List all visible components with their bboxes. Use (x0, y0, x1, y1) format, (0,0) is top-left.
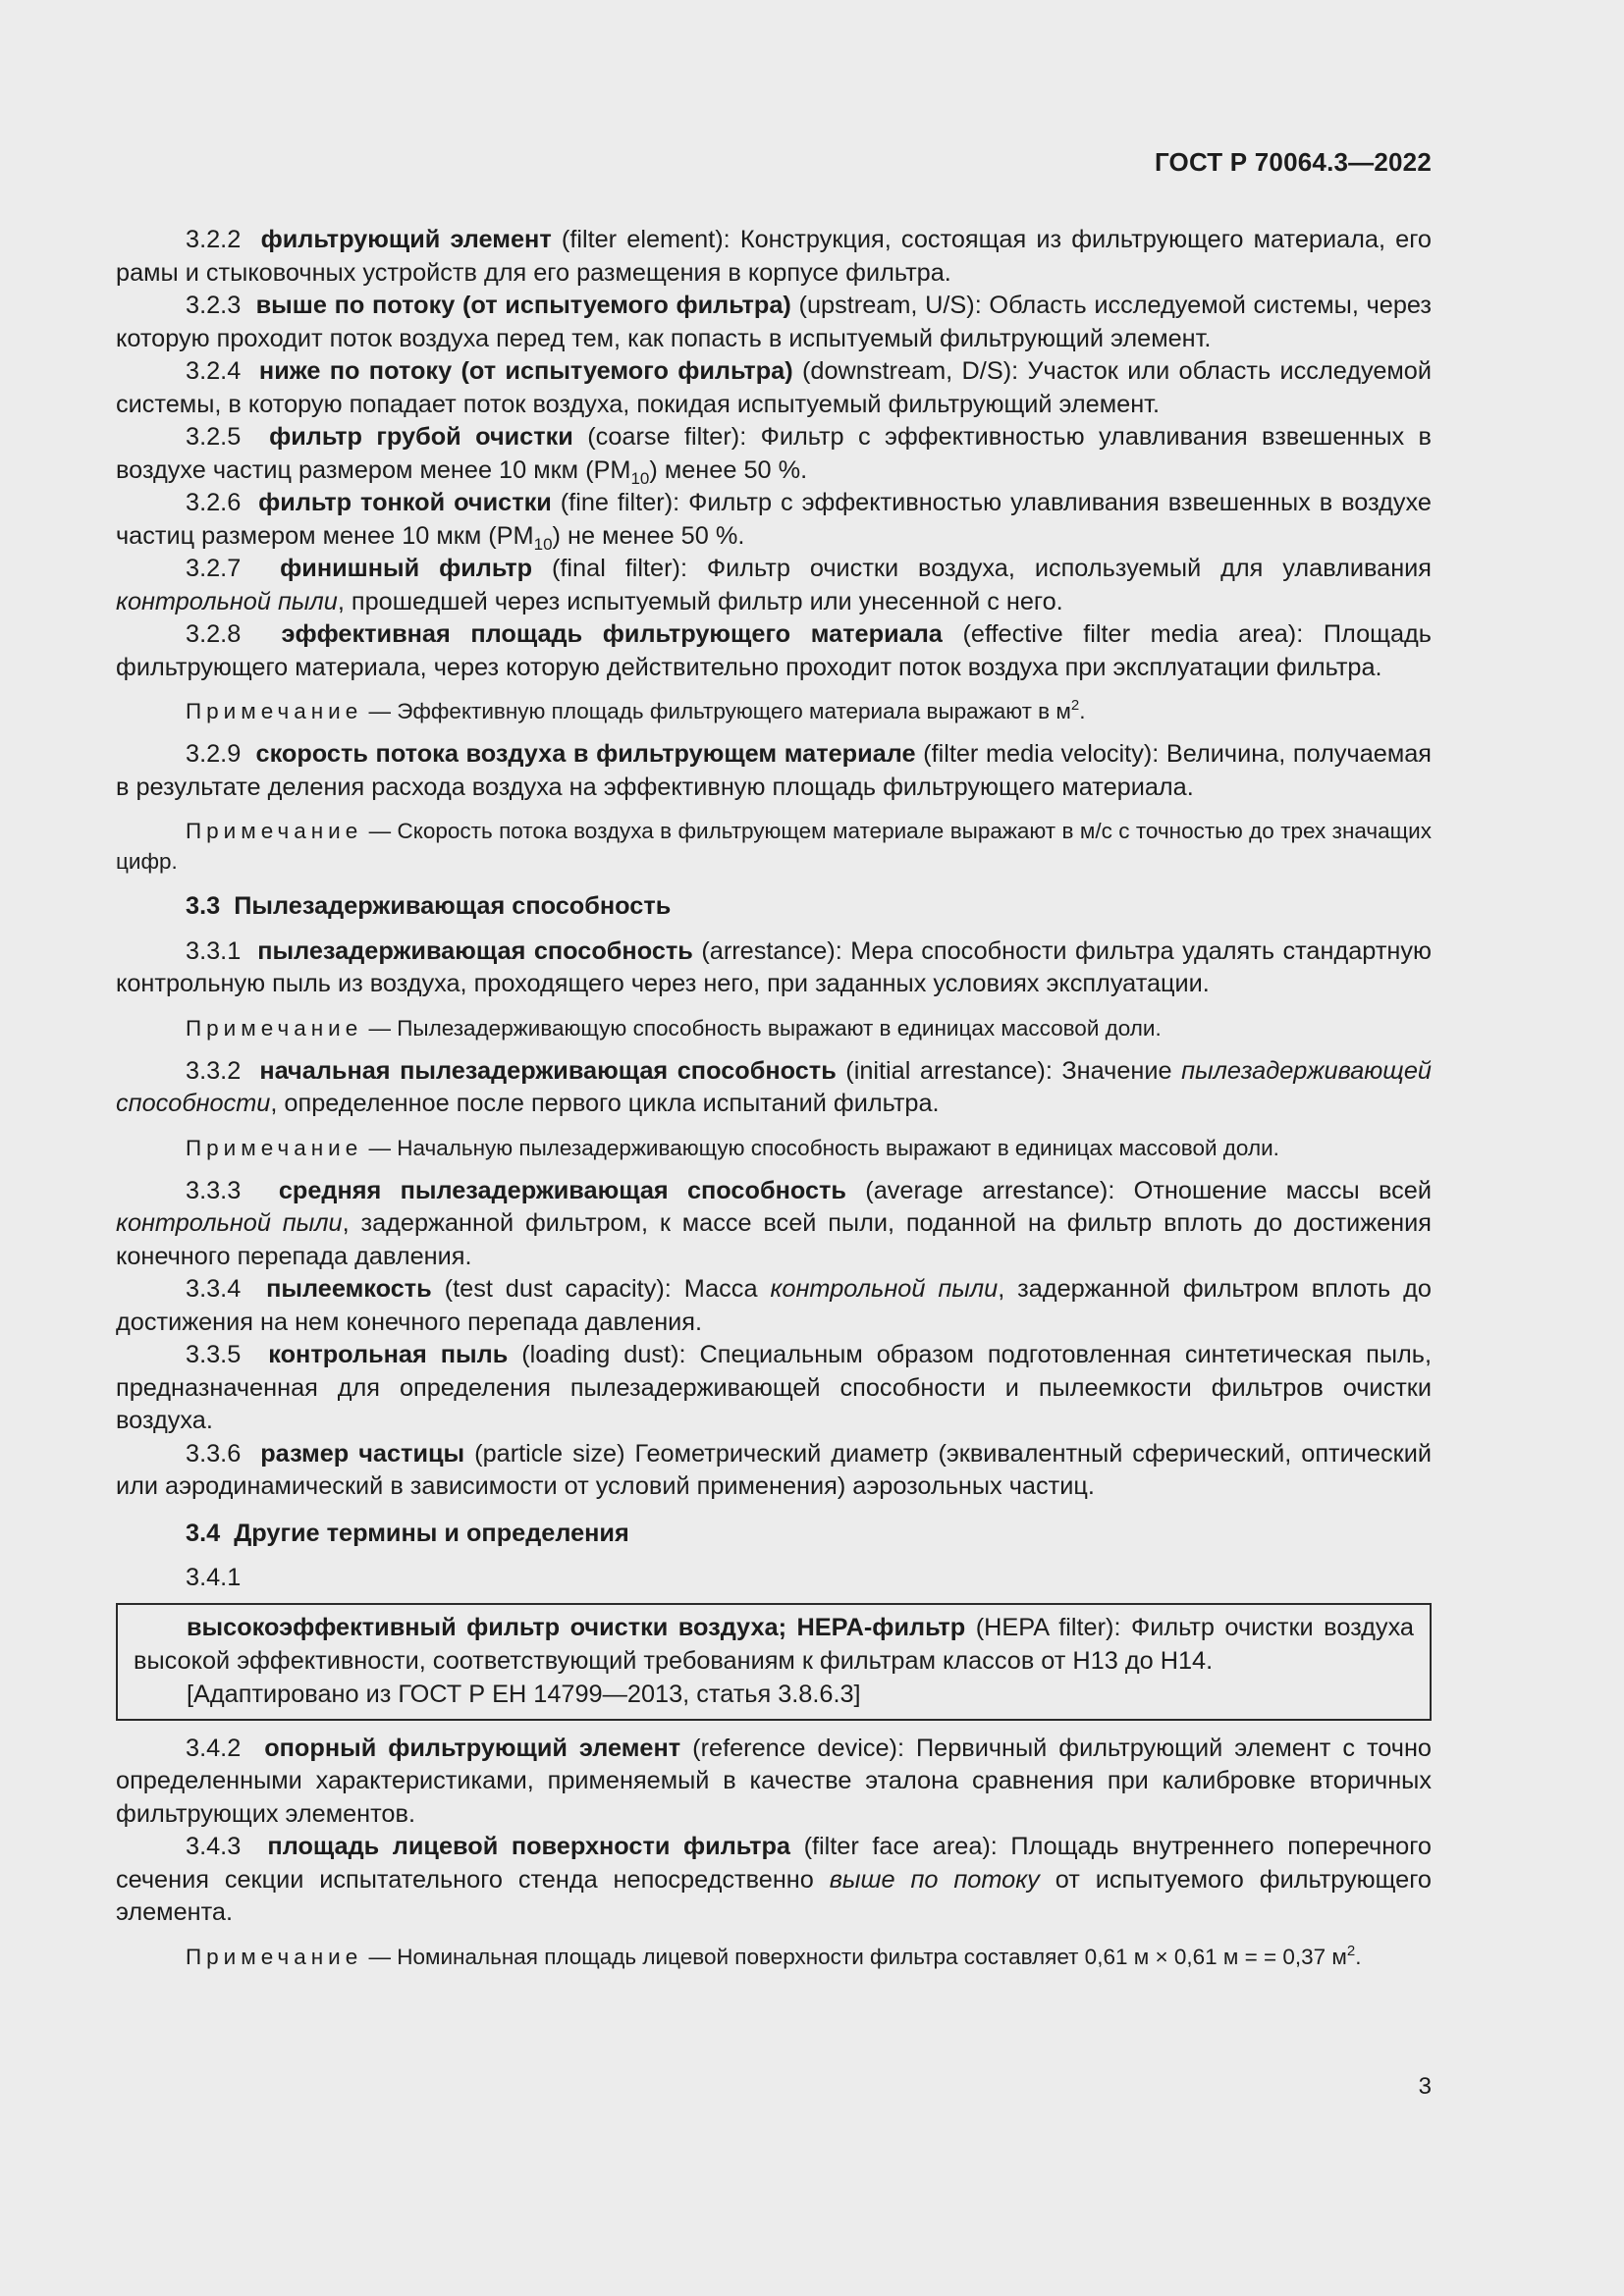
clause-3-2-6 (116, 487, 1432, 553)
boxed-definition-3-4-1 (116, 1603, 1432, 1721)
definition: (average arrestance): Отношение массы всей (845, 1176, 1432, 1204)
note-label: Примечание (186, 819, 363, 843)
clause-3-3-6 (116, 1438, 1432, 1504)
note-label: Примечание (186, 1015, 363, 1041)
definition-end: , прошедшей через испытуемый фильтр или унесенной с него. (337, 587, 1063, 615)
definition: (arrestance): Мера способности фильтра удалять стандартную контрольную пыль из воздуха, проходящего через него, при заданных условиях эксплуатации. (116, 936, 1432, 997)
term: площадь лицевой поверхности фильтра (267, 1833, 791, 1860)
note-3-3-2 (116, 1133, 1432, 1163)
clause-3-3-3 (116, 1175, 1432, 1274)
term: контрольная пыль (268, 1341, 509, 1368)
document-body (116, 224, 1432, 1984)
clause-3-2-2 (116, 224, 1432, 290)
definition: (HEPA filter): Фильтр очистки воздуха высокой эффективности, соответствующий требованиям к фильтрам классов от H13 до H14. (134, 1613, 1414, 1675)
clause-number: 3.4.3 (186, 1833, 242, 1860)
definition-end: , задержанной фильтром вплоть до достижения на нем конечного перепада давления. (116, 1275, 1432, 1336)
clause-3-4-3 (116, 1831, 1432, 1930)
note-text: — Номинальная площадь лицевой поверхности фильтра составляет 0,61 м × 0,61 м = = 0,37 м (362, 1944, 1347, 1969)
term: выше по потоку (от испытуемого фильтра) (255, 292, 791, 319)
document-code-header: ГОСТ Р 70064.3—2022 (1154, 147, 1432, 177)
term: начальная пылезадерживающая способность (259, 1056, 837, 1085)
term: скорость потока воздуха в фильтрующем материале (255, 740, 916, 768)
superscript: 2 (1346, 1942, 1356, 1959)
definition-end: , определенное после первого цикла испытаний фильтра. (270, 1090, 940, 1117)
page-number: 3 (1418, 2073, 1432, 2100)
term: ниже по потоку (от испытуемого фильтра) (258, 357, 793, 385)
definition: (downstream, D/S): Участок или область исследуемой системы, в которую попадает поток воздуха, покидая испытуемый фильтрующий элемент. (116, 357, 1433, 418)
clause-number: 3.2.5 (186, 423, 242, 451)
clause-3-2-8 (116, 618, 1432, 684)
section-title: Другие термины и определения (234, 1519, 629, 1547)
source-reference: [Адаптировано из ГОСТ Р ЕН 14799—2013, статья 3.8.6.3] (187, 1680, 861, 1708)
subscript: 10 (630, 468, 650, 488)
definition: (filter media velocity): Величина, получаемая в результате деления расхода воздуха на эффективную площадь фильтрующего материала. (116, 740, 1432, 801)
clause-number: 3.2.2 (186, 226, 242, 253)
definition: (particle size) Геометрический диаметр (эквивалентный сферический, оптический или аэродинамический в зависимости от условий применения) аэрозольных частиц. (116, 1439, 1432, 1500)
definition: (test dust capacity): Масса (431, 1275, 771, 1303)
clause-3-4-2 (116, 1733, 1432, 1832)
note-text: — Эффективную площадь фильтрующего материала выражают в м (362, 699, 1071, 723)
clause-3-3-2 (116, 1055, 1432, 1121)
section-number: 3.4 (186, 1519, 221, 1547)
term: фильтрующий элемент (260, 226, 552, 253)
italic-term-reference: пылезадерживающей способности (116, 1056, 1432, 1117)
term: средняя пылезадерживающая способность (278, 1176, 846, 1204)
clause-number: 3.2.4 (186, 357, 242, 385)
term: пылезадерживающая способность (257, 936, 693, 965)
clause-number: 3.3.5 (186, 1341, 242, 1368)
note-end: . (1079, 699, 1086, 723)
term: фильтр тонкой очистки (258, 489, 552, 516)
term: фильтр грубой очистки (269, 423, 573, 451)
definition-end: ) менее 50 %. (649, 455, 808, 484)
clause-3-3-1 (116, 935, 1432, 1001)
term: размер частицы (260, 1439, 465, 1468)
clause-number: 3.3.4 (186, 1275, 242, 1303)
clause-3-2-4 (116, 355, 1432, 421)
section-heading-3-4 (116, 1518, 1432, 1551)
note-label: Примечание (186, 699, 363, 723)
clause-3-2-5 (116, 421, 1432, 487)
term: эффективная площадь фильтрующего материала (281, 620, 943, 648)
clause-3-3-5 (116, 1339, 1432, 1438)
clause-3-2-7 (116, 553, 1432, 618)
italic-term-reference: контрольной пыли (116, 587, 338, 615)
clause-number: 3.2.7 (186, 555, 242, 582)
subscript: 10 (533, 534, 553, 554)
clause-number: 3.2.8 (186, 620, 242, 648)
note-text: — Скорость потока воздуха в фильтрующем материале выражают в м/с с точностью до трех значащих цифр. (116, 819, 1432, 874)
clause-number: 3.3.1 (186, 936, 242, 965)
clause-number: 3.2.6 (186, 489, 242, 516)
term: пылеемкость (266, 1275, 432, 1303)
note-3-2-8 (116, 696, 1432, 726)
definition: (fine filter): Фильтр с эффективностью улавливания взвешенных в воздухе частиц размером менее 10 мкм (PM (116, 489, 1432, 550)
clause-3-2-9 (116, 738, 1432, 804)
definition: (reference device): Первичный фильтрующий элемент с точно определенными характеристиками, применяемый в качестве эталона сравнения при калибровке вторичных фильтрующих элементов. (116, 1734, 1433, 1828)
definition: (loading dust): Специальным образом подготовленная синтетическая пыль, предназначенная для определения пылезадерживающей способности и пылеемкости фильтров очистки воздуха. (116, 1341, 1432, 1434)
definition: (filter element): Конструкция, состоящая из фильтрующего материала, его рамы и стыковочных устройств для его размещения в корпусе фильтра. (116, 226, 1432, 287)
section-title: Пылезадерживающая способность (234, 892, 672, 920)
definition-end: от испытуемого фильтрующего элемента. (116, 1865, 1432, 1926)
term: опорный фильтрующий элемент (264, 1734, 681, 1762)
superscript: 2 (1070, 697, 1080, 714)
term: финишный фильтр (280, 555, 533, 582)
clause-number: 3.3.6 (186, 1439, 242, 1468)
note-end: . (1355, 1944, 1362, 1969)
section-heading-3-3 (116, 890, 1432, 924)
clause-number-3-4-1: 3.4.1 (186, 1564, 242, 1591)
clause-number: 3.3.2 (186, 1056, 242, 1085)
definition: (upstream, U/S): Область исследуемой системы, через которую проходит поток воздуха перед тем, как попасть в испытуемый фильтрующий элемент. (116, 292, 1432, 352)
clause-3-2-3 (116, 290, 1432, 355)
italic-term-reference: контрольной пыли (770, 1275, 999, 1303)
definition: (initial arrestance): Значение (836, 1056, 1182, 1085)
definition: (final filter): Фильтр очистки воздуха, используемый для улавливания (532, 555, 1432, 582)
note-text: — Пылезадерживающую способность выражают в единицах массовой доли. (362, 1015, 1162, 1041)
note-label: Примечание (186, 1135, 363, 1160)
boxed-definition-text (134, 1611, 1414, 1678)
note-label: Примечание (186, 1944, 363, 1969)
italic-term-reference: выше по потоку (829, 1865, 1040, 1894)
clause-number: 3.3.3 (186, 1176, 242, 1204)
clause-3-3-4 (116, 1273, 1432, 1339)
definition: (filter face area): Площадь внутреннего поперечного сечения секции испытательного стенда непосредственно (116, 1833, 1432, 1894)
definition-end: , задержанной фильтром, к массе всей пыли, поданной на фильтр вплоть до достижения конечного перепада давления. (116, 1209, 1432, 1270)
italic-term-reference: контрольной пыли (116, 1209, 343, 1237)
note-text: — Начальную пылезадерживающую способность выражают в единицах массовой доли. (362, 1135, 1279, 1160)
clause-number: 3.2.9 (186, 740, 242, 768)
definition-end: ) не менее 50 %. (552, 521, 745, 550)
term: высокоэффективный фильтр очистки воздуха; HEPA-фильтр (187, 1613, 966, 1641)
definition: (effective filter media area): Площадь фильтрующего материала, через которую действительно проходит поток воздуха при эксплуатации фильтра. (116, 620, 1432, 681)
note-3-3-1 (116, 1013, 1432, 1043)
clause-number: 3.2.3 (186, 292, 242, 319)
definition: (coarse filter): Фильтр с эффективностью улавливания взвешенных в воздухе частиц размером менее 10 мкм (PM (116, 423, 1432, 484)
clause-number: 3.4.2 (186, 1734, 242, 1762)
note-3-4-3 (116, 1942, 1432, 1972)
section-number: 3.3 (186, 892, 221, 920)
note-3-2-9 (116, 816, 1432, 877)
